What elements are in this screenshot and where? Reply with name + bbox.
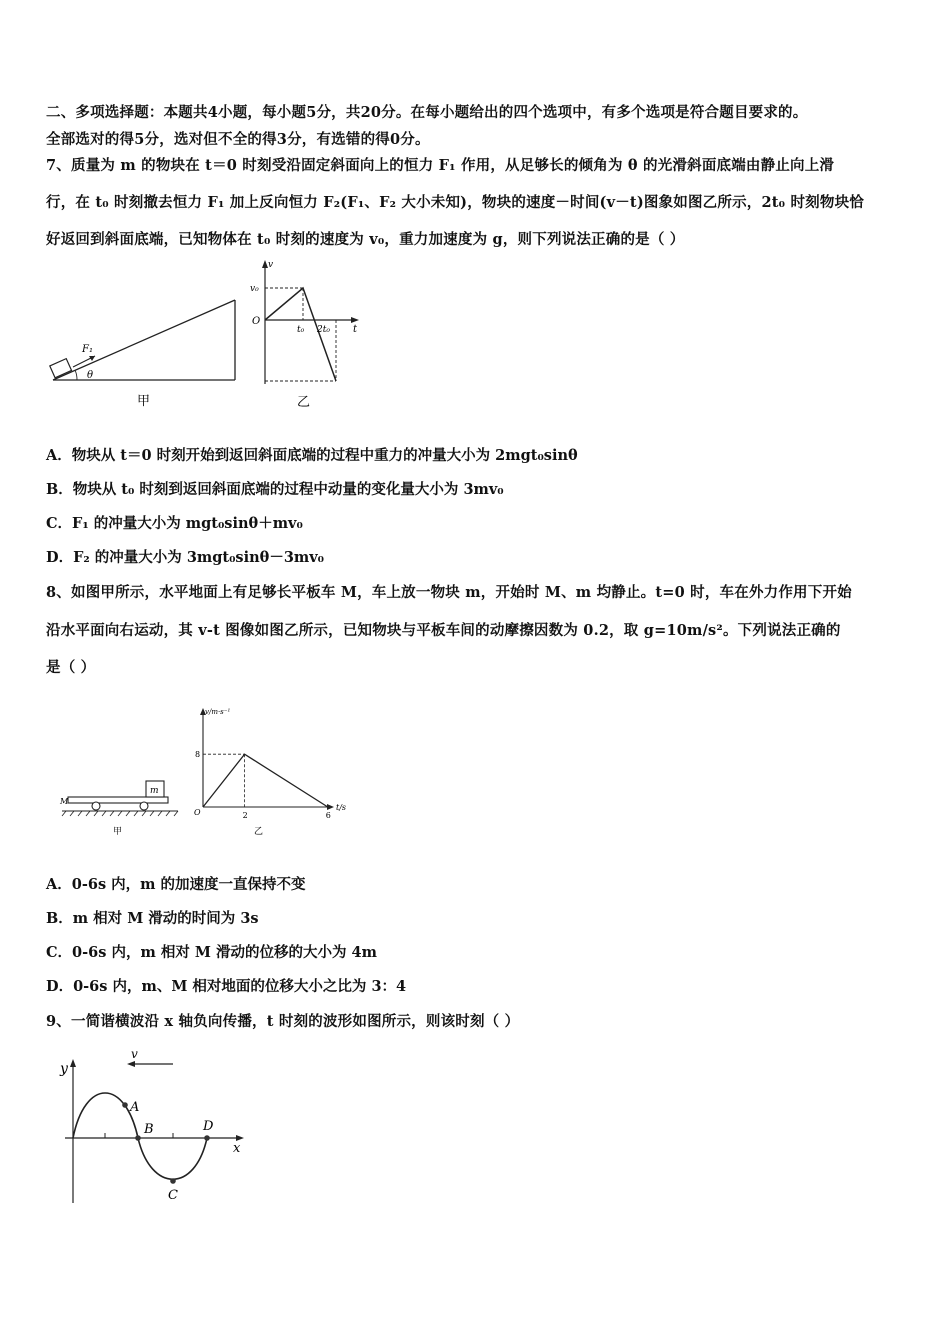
chart-series-line bbox=[203, 754, 328, 807]
q7-figure-yi bbox=[247, 256, 367, 416]
v-axis-label: v bbox=[268, 260, 274, 270]
chart-ytick-8: 8 bbox=[195, 750, 201, 760]
figure-caption-yi: 乙 bbox=[297, 395, 311, 410]
block bbox=[50, 359, 72, 378]
chart-origin-label: O bbox=[194, 808, 201, 817]
t-axis-label: t bbox=[353, 324, 358, 335]
ground-hatching bbox=[62, 811, 178, 816]
incline-slope bbox=[53, 300, 235, 380]
wave-y-label: y bbox=[60, 1061, 68, 1077]
point-d-label: D bbox=[203, 1119, 214, 1134]
q8-chart bbox=[190, 705, 350, 845]
2t0-label: 2t₀ bbox=[317, 325, 330, 335]
wave-x-label: x bbox=[233, 1141, 241, 1156]
q7-stem-line2: 行，在 t₀ 时刻撤去恒力 F₁ 加上反向恒力 F₂(F₁、F₂ 大小未知)，物块的速度－时间(v－t)图象如图乙所示，2t₀ 时刻物块恰 bbox=[46, 194, 864, 211]
q9-stem-line1: 9、一简谐横波沿 x 轴负向传播，t 时刻的波形如图所示，则该时刻（ ） bbox=[46, 1013, 520, 1030]
chart-xtick-6: 6 bbox=[325, 811, 331, 820]
q8-stem-line3: 是（ ） bbox=[46, 659, 96, 676]
q7-figure-jia bbox=[45, 255, 245, 415]
point-b bbox=[135, 1135, 141, 1141]
q7-option-d: D．F₂ 的冲量大小为 3mgt₀sinθ－3mv₀ bbox=[46, 549, 325, 566]
chart-caption: 乙 bbox=[254, 827, 264, 837]
q8-stem-line1: 8、如图甲所示，水平地面上有足够长平板车 M，车上放一物块 m，开始时 M、m 均静止。t=0 时，车在外力作用下开始 bbox=[46, 584, 852, 601]
point-c-label: C bbox=[168, 1188, 178, 1203]
block-m-label: m bbox=[150, 786, 159, 796]
angle-arc bbox=[75, 370, 77, 380]
q8-stem-line2: 沿水平面向右运动，其 v-t 图像如图乙所示，已知物块与平板车间的动摩擦因数为 0.2，取 g=10m/s²。下列说法正确的 bbox=[46, 622, 841, 639]
chart-xlabel: t/s bbox=[336, 803, 347, 812]
point-b-label: B bbox=[144, 1122, 154, 1137]
q9-wave-figure bbox=[55, 1043, 265, 1208]
q8-figure-jia bbox=[60, 775, 190, 845]
cart-board bbox=[68, 797, 168, 803]
q8-option-d: D．0-6s 内，m、M 相对地面的位移大小之比为 3：4 bbox=[46, 978, 407, 995]
angle-label: θ bbox=[87, 370, 94, 381]
wheel-left bbox=[92, 802, 100, 810]
v0-label: v₀ bbox=[250, 284, 259, 294]
q7-stem-line3: 好返回到斜面底端，已知物体在 t₀ 时刻的速度为 v₀，重力加速度为 g，则下列说法正确的是（ ） bbox=[46, 231, 685, 248]
q8-option-b: B．m 相对 M 滑动的时间为 3s bbox=[46, 910, 259, 927]
chart-xtick-2: 2 bbox=[242, 811, 248, 820]
q8-option-a: A．0-6s 内，m 的加速度一直保持不变 bbox=[46, 876, 306, 893]
origin-label: O bbox=[252, 316, 261, 327]
figure-caption-jia: 甲 bbox=[137, 394, 151, 409]
figure-caption-jia: 甲 bbox=[113, 827, 123, 837]
velocity-label: v bbox=[131, 1047, 138, 1061]
point-d bbox=[204, 1135, 210, 1141]
point-a bbox=[122, 1102, 128, 1108]
force-label: F₁ bbox=[82, 344, 93, 355]
t0-label: t₀ bbox=[297, 325, 305, 335]
section-heading-line2: 全部选对的得5分，选对但不全的得3分，有选错的得0分。 bbox=[46, 131, 430, 148]
q7-option-b: B．物块从 t₀ 时刻到返回斜面底端的过程中动量的变化量大小为 3mv₀ bbox=[46, 481, 504, 498]
q7-option-a: A．物块从 t＝0 时刻开始到返回斜面底端的过程中重力的冲量大小为 2mgt₀sinθ bbox=[46, 447, 578, 464]
point-c bbox=[170, 1178, 176, 1184]
q7-stem-line1: 7、质量为 m 的物块在 t＝0 时刻受沿固定斜面向上的恒力 F₁ 作用，从足够长的倾角为 θ 的光滑斜面底端由静止向上滑 bbox=[46, 157, 835, 174]
section-heading-line1: 二、多项选择题：本题共4小题，每小题5分，共20分。在每小题给出的四个选项中，有多个选项是符合题目要求的。 bbox=[46, 104, 808, 121]
chart-ylabel: v/m·s⁻¹ bbox=[205, 708, 231, 716]
q8-option-c: C．0-6s 内，m 相对 M 滑动的位移的大小为 4m bbox=[46, 944, 377, 961]
cart-M-label: M bbox=[60, 797, 69, 806]
point-a-label: A bbox=[130, 1100, 140, 1115]
q7-option-c: C．F₁ 的冲量大小为 mgt₀sinθ＋mv₀ bbox=[46, 515, 303, 532]
wheel-right bbox=[140, 802, 148, 810]
